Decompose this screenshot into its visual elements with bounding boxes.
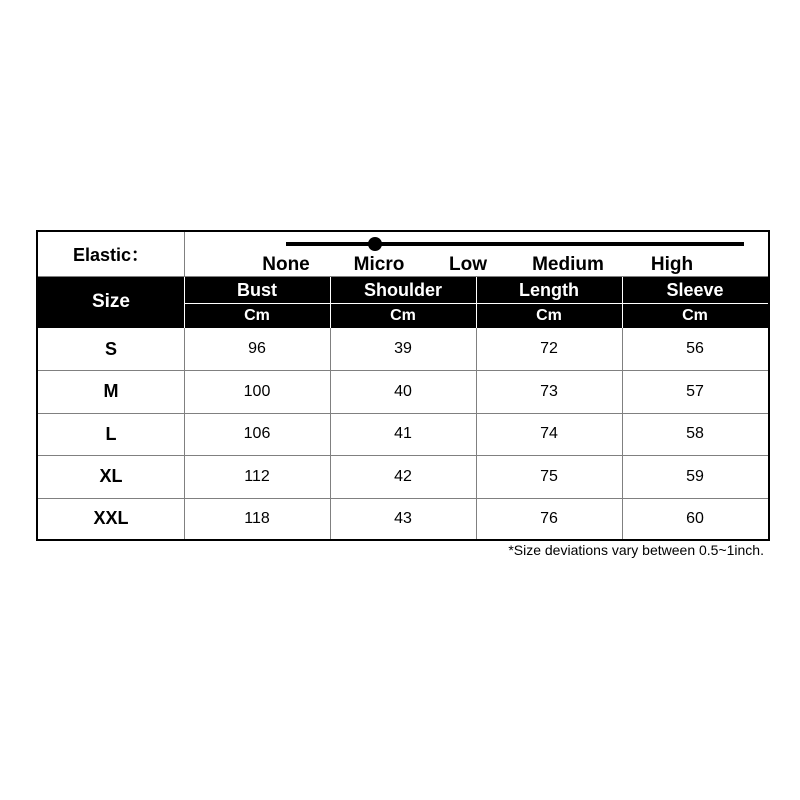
bust-cell: 100	[243, 382, 271, 400]
elastic-level-medium: Medium	[532, 254, 604, 275]
elastic-scale	[38, 232, 768, 276]
column-header-length: Length	[476, 276, 622, 304]
elastic-label: Elastic：	[72, 245, 150, 265]
size-cell: S	[104, 338, 117, 359]
shoulder-cell: 42	[394, 467, 412, 485]
shoulder-cell: 41	[394, 425, 412, 442]
size-deviation-note: *Size deviations vary between 0.5~1inch.	[508, 542, 764, 558]
shoulder-cell: 39	[394, 340, 412, 357]
size-cell: M	[103, 381, 119, 401]
length-cell: 74	[540, 425, 558, 442]
length-cell: 75	[540, 467, 558, 485]
size-cell: XXL	[93, 508, 129, 528]
elastic-level-none: None	[262, 254, 310, 275]
size-cell: L	[105, 423, 117, 444]
unit-bust: Cm	[184, 304, 330, 328]
length-cell: 73	[540, 382, 558, 400]
size-chart	[36, 230, 770, 541]
sleeve-cell: 57	[686, 382, 704, 400]
shoulder-cell: 40	[394, 382, 412, 400]
sleeve-cell: 58	[686, 425, 704, 442]
bust-cell: 96	[248, 340, 266, 357]
length-cell: 72	[540, 340, 558, 357]
elastic-level-high: High	[650, 254, 694, 275]
sleeve-cell: 60	[686, 509, 704, 527]
column-header-bust: Bust	[184, 276, 330, 304]
size-header: Size	[38, 276, 184, 328]
bust-cell: 106	[243, 425, 271, 442]
bust-cell: 118	[244, 509, 270, 527]
elastic-level-low: Low	[449, 254, 487, 275]
size-cell: XL	[99, 466, 123, 486]
unit-length: Cm	[476, 304, 622, 328]
sleeve-cell: 59	[686, 467, 704, 485]
elastic-level-micro: Micro	[353, 254, 405, 275]
unit-shoulder: Cm	[330, 304, 476, 328]
bust-cell: 112	[244, 467, 270, 485]
elastic-slider-track	[286, 242, 744, 246]
length-cell: 76	[540, 509, 558, 527]
column-header-shoulder: Shoulder	[330, 276, 476, 304]
sleeve-cell: 56	[686, 340, 704, 357]
elastic-slider-dot	[368, 237, 382, 251]
unit-sleeve: Cm	[622, 304, 768, 328]
shoulder-cell: 43	[394, 509, 412, 527]
column-header-sleeve: Sleeve	[622, 276, 768, 304]
